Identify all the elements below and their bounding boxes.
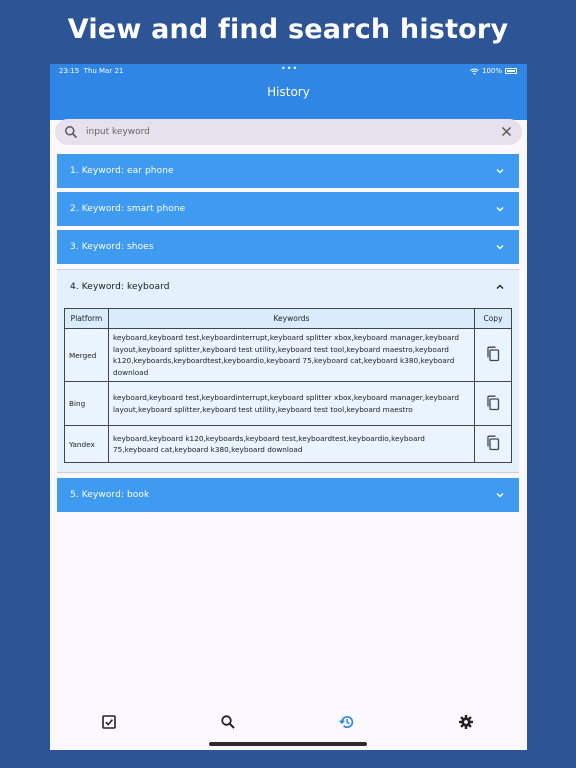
status-time (59, 67, 123, 75)
copy-icon[interactable] (486, 395, 500, 411)
battery-percent: 100% (481, 67, 502, 75)
search-input[interactable] (86, 123, 486, 141)
history-item-label: 2. Keyword: smart phone (70, 204, 186, 214)
platform-cell: Merged (65, 329, 109, 382)
wifi-icon (470, 68, 479, 75)
platform-cell: Bing (65, 382, 109, 426)
history-item-label: 5. Keyword: book (70, 490, 150, 500)
home-indicator[interactable] (209, 742, 367, 746)
search-tab-icon[interactable] (220, 714, 236, 730)
copy-cell (475, 426, 512, 463)
clear-icon[interactable] (499, 124, 514, 139)
chevron-down-icon[interactable] (495, 490, 505, 500)
column-header-copy: Copy (475, 309, 512, 329)
history-item-3[interactable] (57, 230, 519, 264)
status-bar (50, 64, 527, 78)
history-item-5[interactable] (57, 478, 519, 512)
search-icon (64, 125, 78, 139)
table-row (65, 329, 512, 382)
table-header-row (65, 309, 512, 329)
history-item-label: 3. Keyword: shoes (70, 242, 154, 252)
checkbox-icon[interactable] (101, 714, 117, 730)
keywords-cell: keyboard,keyboard k120,keyboards,keyboard test,keyboardtest,keyboardio,keyboard 75,keyboard cat,keyboard k380,keyboard download (109, 426, 475, 463)
copy-icon[interactable] (486, 435, 500, 451)
copy-cell (475, 382, 512, 426)
chevron-down-icon[interactable] (495, 204, 505, 214)
gear-icon[interactable] (458, 714, 474, 730)
history-item-label[interactable]: 4. Keyword: keyboard (70, 282, 170, 292)
page-title: History (267, 85, 310, 99)
chevron-up-icon[interactable] (495, 282, 505, 292)
device-screen (50, 64, 527, 750)
table-row (65, 426, 512, 463)
multitasking-dots-icon[interactable]: ••• (281, 64, 299, 73)
copy-cell (475, 329, 512, 382)
platform-cell: Yandex (65, 426, 109, 463)
app-bar (50, 78, 527, 120)
column-header-platform: Platform (65, 309, 109, 329)
keywords-cell: keyboard,keyboard test,keyboardinterrupt,keyboard splitter xbox,keyboard manager,keyboard layout,keyboard splitter,keyboard test utility,keyboard test tool,keyboard maestro (109, 382, 475, 426)
battery-icon (505, 68, 517, 74)
status-right (470, 67, 517, 75)
column-header-keywords: Keywords (109, 309, 475, 329)
keywords-table (64, 308, 512, 463)
chevron-down-icon[interactable] (495, 166, 505, 176)
keywords-cell: keyboard,keyboard test,keyboardinterrupt,keyboard splitter xbox,keyboard manager,keyboard layout,keyboard splitter,keyboard test utility,keyboard test tool,keyboard maestro,keyboard k120,keyboards,keyboardtest,keyboardio,keyboard 75,keyboard cat,keyboard k380,keyboard download (109, 329, 475, 382)
promo-headline: View and find search history (67, 14, 509, 45)
history-item-2[interactable] (57, 192, 519, 226)
copy-icon[interactable] (486, 346, 500, 362)
history-item-4 (57, 269, 519, 473)
status-date: Thu Mar 21 (83, 67, 124, 75)
history-icon[interactable] (339, 714, 355, 730)
chevron-down-icon[interactable] (495, 242, 505, 252)
status-time-value: 23:15 (59, 67, 80, 75)
search-bar (55, 119, 522, 145)
history-item-1[interactable] (57, 154, 519, 188)
table-row (65, 382, 512, 426)
history-item-label: 1. Keyword: ear phone (70, 166, 174, 176)
